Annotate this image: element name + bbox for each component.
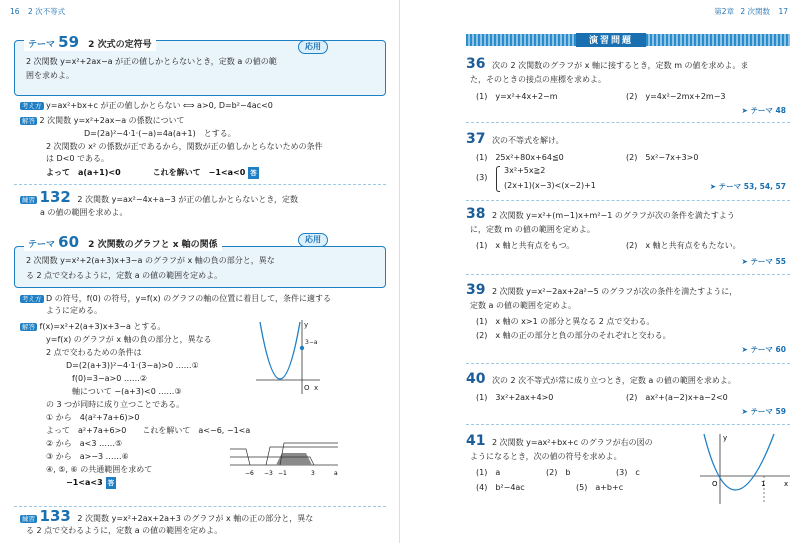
intercept-label: 3−a xyxy=(305,339,318,346)
approach-60: 考え方 D の符号，f(0) の符号，y=f(x) のグラフの軸の位置に着目して，条件に適する xyxy=(22,294,332,303)
hint-link[interactable]: ➤ テーマ 53, 54, 57 xyxy=(709,182,786,191)
solution-60: 解答 f(x)=x²+2(a+3)x+3−a とする。 xyxy=(22,322,166,331)
applied-badge: 応用 xyxy=(298,233,328,247)
problem-38-num: 38 xyxy=(466,206,486,222)
problem-39-item-1: (1) x 軸の x>1 の部分と異なる 2 点で交わる。 xyxy=(476,317,655,326)
problem-40-item-2: (2) ax²+(a−2)x+a−2<0 xyxy=(626,393,728,402)
divider xyxy=(14,184,386,185)
solution-59-line-4: は D<0 である。 xyxy=(46,154,110,163)
parabola-graph-1 xyxy=(252,318,322,398)
tick-3: 3 xyxy=(311,470,315,477)
solution-60-line-10: ② から a<3 ……⑤ xyxy=(46,439,123,448)
page-header xyxy=(10,6,65,17)
theme-60-line-1: 2 次関数 y=x²+2(a+3)x+3−a のグラフが x 軸の負の部分と，異な xyxy=(26,256,275,265)
approach-60-line-2: ように定める。 xyxy=(46,306,102,315)
y-label: y xyxy=(723,434,728,442)
problem-37-num: 37 xyxy=(466,131,486,147)
tick-minus6: −6 xyxy=(245,470,254,477)
solution-59-line-5: よって a(a+1)<0 これを解いて −1<a<0 答 xyxy=(46,168,257,177)
problem-37-item-3a: 3x²+5x≧2 xyxy=(504,166,546,175)
y-label: y xyxy=(304,321,309,329)
problem-37-item-3b: (2x+1)(x−3)<(x−2)+1 xyxy=(504,181,596,190)
x-label: x xyxy=(784,480,789,488)
solution-60-answer: −1<a<3 答 xyxy=(66,478,115,487)
solution-60-line-9: よって a²+7a+6>0 これを解いて a<−6, −1<a xyxy=(46,426,251,435)
practice-133: 練習 133 2 次関数 y=x²+2ax+2a+3 のグラフが x 軸の正の部分と，異な xyxy=(22,507,314,525)
problem-36-line-2: た，そのときの接点の座標を求めよ。 xyxy=(470,75,606,84)
problem-36-item-2: (2) y=4x²−2mx+2m−3 xyxy=(626,92,726,101)
problem-41-item-1: (1) a xyxy=(476,468,501,477)
problem-36-num: 36 xyxy=(466,56,486,72)
solution-59-line-2: D=(2a)²−4·1·(−a)=4a(a+1) とする。 xyxy=(84,129,236,138)
problem-41-item-2: (2) b xyxy=(546,468,571,477)
problem-38-line-2: に，定数 m の値の範囲を定めよ。 xyxy=(470,225,595,234)
right-page xyxy=(400,0,800,543)
problem-39-num: 39 xyxy=(466,282,486,298)
practice-132: 練習 132 2 次関数 y=ax²−4x+a−3 が正の値しかとらないとき，定数 xyxy=(22,188,299,206)
problem-40-line-1: 次の 2 次不等式が常に成り立つとき，定数 a の値の範囲を求めよ。 xyxy=(492,376,736,385)
problem-38-item-2: (2) x 軸と共有点をもたない。 xyxy=(626,241,741,250)
page-number: 16 xyxy=(10,7,20,16)
brace xyxy=(496,166,500,192)
theme-59-line-2: 囲を求めよ。 xyxy=(26,71,74,80)
problem-37-item-2: (2) 5x²−7x+3>0 xyxy=(626,153,699,162)
solution-60-line-7: の 3 つが同時に成り立つことである。 xyxy=(46,400,185,409)
solution-60-line-3: 2 点で交わるための条件は xyxy=(46,348,142,357)
theme-59-line-1: 2 次関数 y=x²+2ax−a が正の値しかとらないとき，定数 a の値の範 xyxy=(26,57,277,66)
divider xyxy=(466,122,790,123)
problem-41-line-2: ようになるとき，次の値の符号を求めよ。 xyxy=(470,452,622,461)
problem-38-item-1: (1) x 軸と共有点をもつ。 xyxy=(476,241,575,250)
divider xyxy=(466,363,790,364)
problem-41-item-5: (5) a+b+c xyxy=(576,483,624,492)
number-line xyxy=(226,435,346,480)
hint-link[interactable]: ➤ テーマ 59 xyxy=(741,407,786,416)
practice-132-line-2: a の値の範囲を求めよ。 xyxy=(40,208,128,217)
solution-60-line-5: f(0)=3−a>0 ……② xyxy=(72,374,148,383)
tick-1: 1 xyxy=(761,480,766,488)
x-label: x xyxy=(314,384,319,392)
practice-133-line-2: る 2 点で交わるように，定数 a の値の範囲を定めよ。 xyxy=(26,526,223,535)
solution-60-line-11: ③ から a>−3 ……⑥ xyxy=(46,452,129,461)
problem-40-item-1: (1) 3x²+2ax+4>0 xyxy=(476,393,554,402)
problem-36-line-1: 次の 2 次関数のグラフが x 軸に接するとき，定数 m の値を求めよ。ま xyxy=(492,61,749,70)
parabola-graph-2 xyxy=(698,430,794,506)
axis-var: a xyxy=(334,470,338,477)
solution-60-line-12: ④, ⑤, ⑥ の共通範囲を求めて xyxy=(46,465,153,474)
section-title: 演習問題 xyxy=(576,33,646,47)
origin-label: O xyxy=(712,480,718,488)
page-header: 第2章 2 次関数 17 xyxy=(714,7,788,16)
y-intercept-point xyxy=(300,346,304,350)
problem-41-line-1: 2 次関数 y=ax²+bx+c のグラフが右の図の xyxy=(492,438,653,447)
hint-link[interactable]: ➤ テーマ 60 xyxy=(741,345,786,354)
tick-minus3: −3 xyxy=(264,470,273,477)
problem-39-item-2: (2) x 軸の正の部分と負の部分のそれぞれと交わる。 xyxy=(476,331,671,340)
theme-60-line-2: る 2 点で交わるように，定数 a の値の範囲を定めよ。 xyxy=(26,271,223,280)
problem-36-item-1: (1) y=x²+4x+2−m xyxy=(476,92,558,101)
problem-40-num: 40 xyxy=(466,371,486,387)
problem-37-item-3-label: (3) xyxy=(476,173,488,182)
problem-37-line-1: 次の不等式を解け。 xyxy=(492,136,564,145)
problem-41-item-3: (3) c xyxy=(616,468,640,477)
problem-38-line-1: 2 次関数 y=x²+(m−1)x+m²−1 のグラフが次の条件を満たすよう xyxy=(492,211,735,220)
solution-60-line-6: 軸について −(a+3)<0 ……③ xyxy=(72,387,182,396)
tick-minus1: −1 xyxy=(278,470,287,477)
hint-link[interactable]: ➤ テーマ 55 xyxy=(741,257,786,266)
theme-60-title: テーマ 60 2 次関数のグラフと x 軸の関係 xyxy=(24,233,222,251)
origin-label: O xyxy=(304,384,310,392)
chapter-name: 2 次不等式 xyxy=(27,7,66,16)
solution-60-line-2: y=f(x) のグラフが x 軸の負の部分と，異なる xyxy=(46,335,212,344)
applied-badge: 応用 xyxy=(298,40,328,54)
problem-41-num: 41 xyxy=(466,433,486,449)
divider xyxy=(466,200,790,201)
solution-60-line-4: D=(2(a+3))²−4·1·(3−a)>0 ……① xyxy=(66,361,199,370)
divider xyxy=(466,274,790,275)
problem-41-item-4: (4) b²−4ac xyxy=(476,483,525,492)
solution-60-line-8: ① から 4(a²+7a+6)>0 xyxy=(46,413,140,422)
parabola-curve xyxy=(260,322,300,379)
problem-39-line-1: 2 次関数 y=x²−2ax+2a²−5 のグラフが次の条件を満たすように， xyxy=(492,287,738,296)
approach-59: 考え方 y=ax²+bx+c が正の値しかとらない ⟺ a>0, D=b²−4ac<0 xyxy=(22,101,273,110)
problem-39-line-2: 定数 a の値の範囲を定めよ。 xyxy=(470,301,576,310)
problem-37-item-1: (1) 25x²+80x+64≦0 xyxy=(476,153,564,162)
theme-59-title: テーマ 59 2 次式の定符号 xyxy=(24,33,156,51)
solution-59: 解答 2 次関数 y=x²+2ax−a の係数について xyxy=(22,116,185,125)
hint-link[interactable]: ➤ テーマ 48 xyxy=(741,106,786,115)
divider xyxy=(466,424,790,425)
solution-59-line-3: 2 次関数の x² の係数が正であるから，関数が正の値しかとらないための条件 xyxy=(46,142,323,151)
